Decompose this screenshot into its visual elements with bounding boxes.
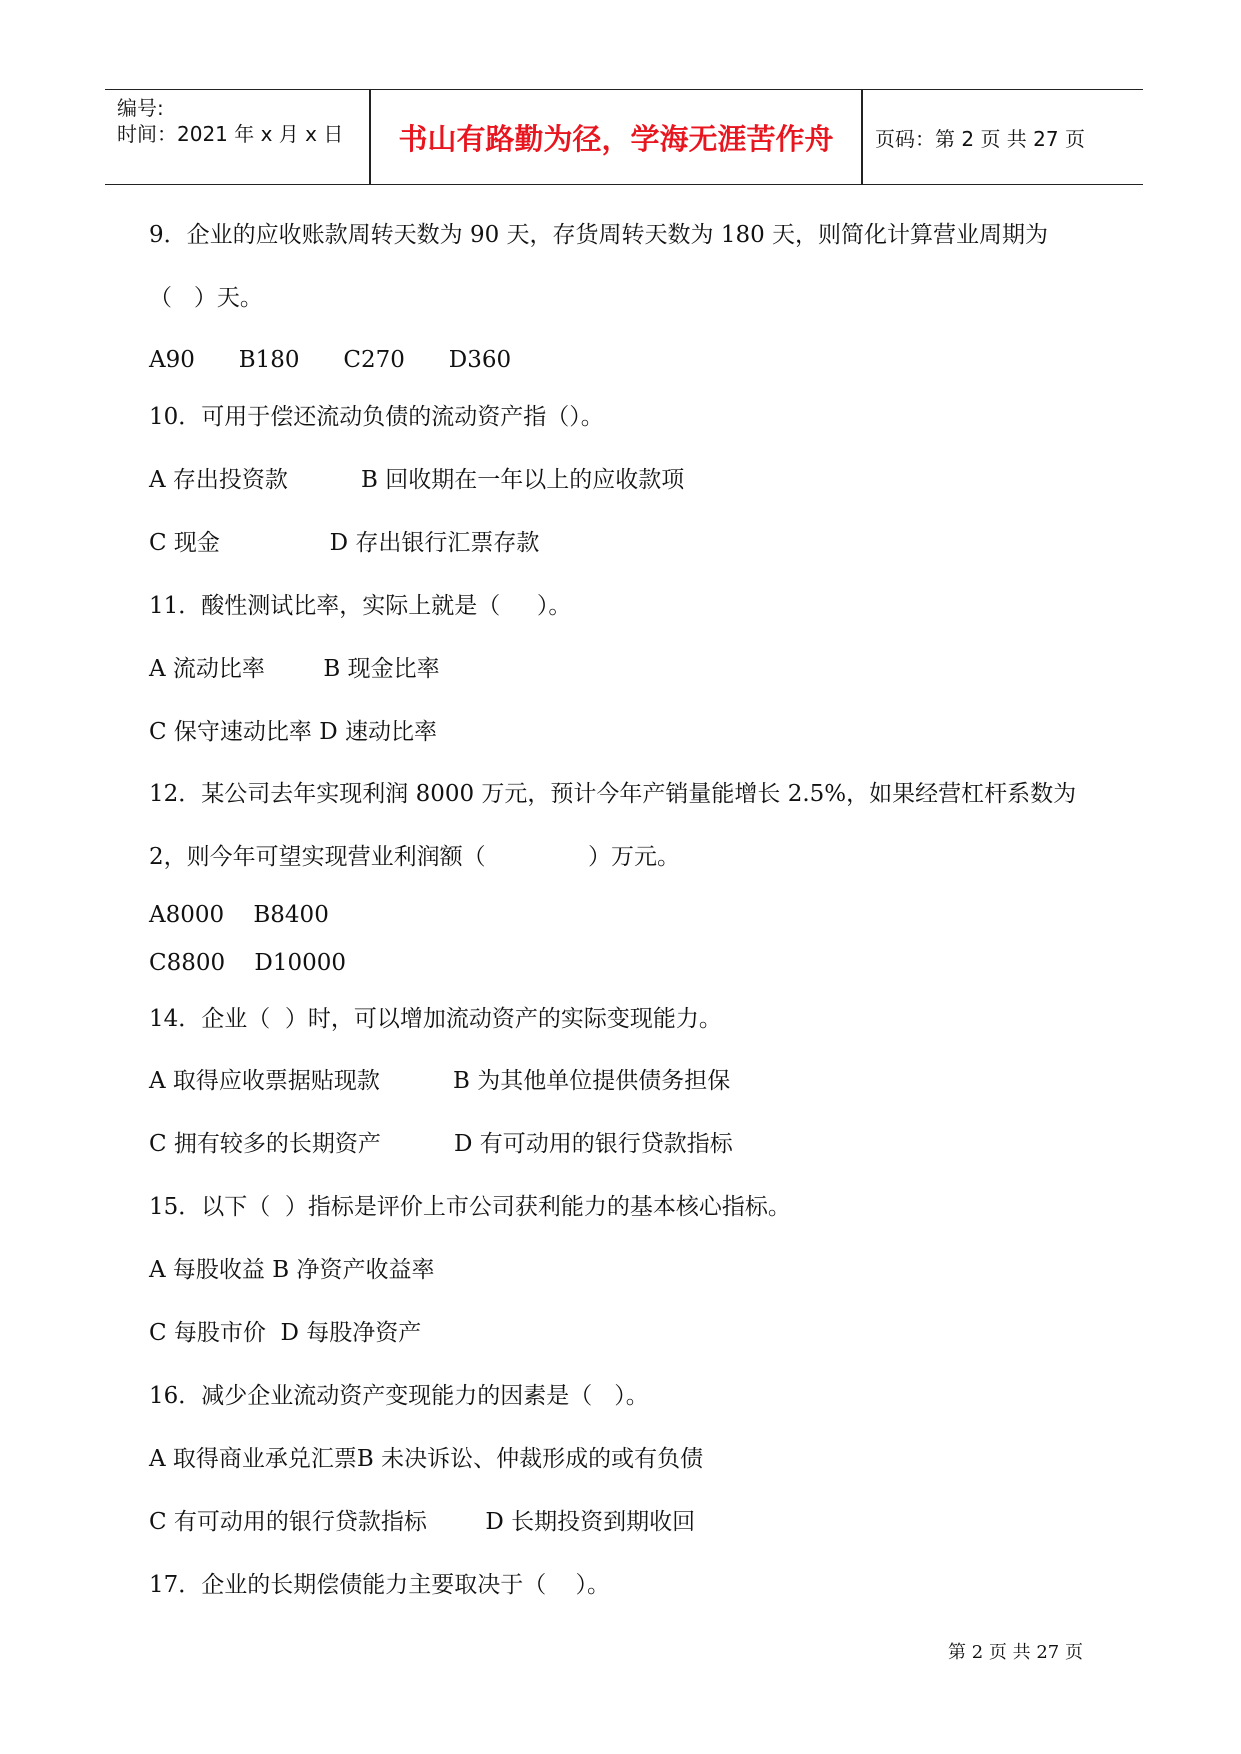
question-11-options-cd: C 保守速动比率 D 速动比率: [149, 719, 437, 745]
question-12-options-ab: A8000 B8400: [149, 902, 329, 928]
question-9-text: 9．企业的应收账款周转天数为 90 天，存货周转天数为 180 天，则简化计算营业周期为: [149, 222, 1049, 248]
question-10-text: 10．可用于偿还流动负债的流动资产指（）。: [149, 404, 604, 430]
question-16-options-cd: C 有可动用的银行贷款指标 D 长期投资到期收回: [149, 1509, 696, 1535]
question-16-text: 16．减少企业流动资产变现能力的因素是（ ）。: [149, 1383, 649, 1409]
question-11-options-ab: A 流动比率 B 现金比率: [149, 656, 440, 682]
question-9-text-cont: （ ）天。: [149, 285, 263, 311]
header-meta: [105, 90, 369, 184]
question-12-text: 12．某公司去年实现利润 8000 万元，预计今年产销量能增长 2.5%，如果经营杠杆系数为: [149, 781, 1077, 807]
question-15-text: 15．以下（ ）指标是评价上市公司获利能力的基本核心指标。: [149, 1194, 791, 1220]
question-11-text: 11．酸性测试比率，实际上就是（ ）。: [149, 593, 572, 619]
header-motto: 书山有路勤为径，学海无涯苦作舟: [398, 121, 834, 156]
question-12-options-cd: C8800 D10000: [149, 950, 346, 976]
question-14-options-ab: A 取得应收票据贴现款 B 为其他单位提供债务担保: [149, 1068, 731, 1094]
question-17-text: 17．企业的长期偿债能力主要取决于（ ）。: [149, 1572, 611, 1598]
question-10-options-ab: A 存出投资款 B 回收期在一年以上的应收款项: [149, 467, 685, 493]
serial-number-label: 编号:: [117, 96, 164, 120]
page-footer: 第 2 页 共 27 页: [948, 1642, 1083, 1663]
question-10-options-cd: C 现金 D 存出银行汇票存款: [149, 530, 540, 556]
question-9-options: A90 B180 C270 D360: [149, 347, 512, 373]
question-15-options-cd: C 每股市价 D 每股净资产: [149, 1320, 422, 1346]
header-divider: [861, 90, 863, 184]
question-15-options-ab: A 每股收益 B 净资产收益率: [149, 1257, 435, 1283]
question-12-text-cont: 2，则今年可望实现营业利润额（ ）万元。: [149, 844, 680, 870]
question-14-options-cd: C 拥有较多的长期资产 D 有可动用的银行贷款指标: [149, 1131, 733, 1157]
time-label: 时间：2021 年 x 月 x 日: [117, 122, 344, 146]
page-header: [105, 89, 1143, 185]
header-page-number: 页码：第 2 页 共 27 页: [875, 126, 1085, 151]
question-14-text: 14．企业（ ）时，可以增加流动资产的实际变现能力。: [149, 1006, 722, 1032]
question-16-options-ab: A 取得商业承兑汇票B 未决诉讼、仲裁形成的或有负债: [149, 1446, 704, 1472]
